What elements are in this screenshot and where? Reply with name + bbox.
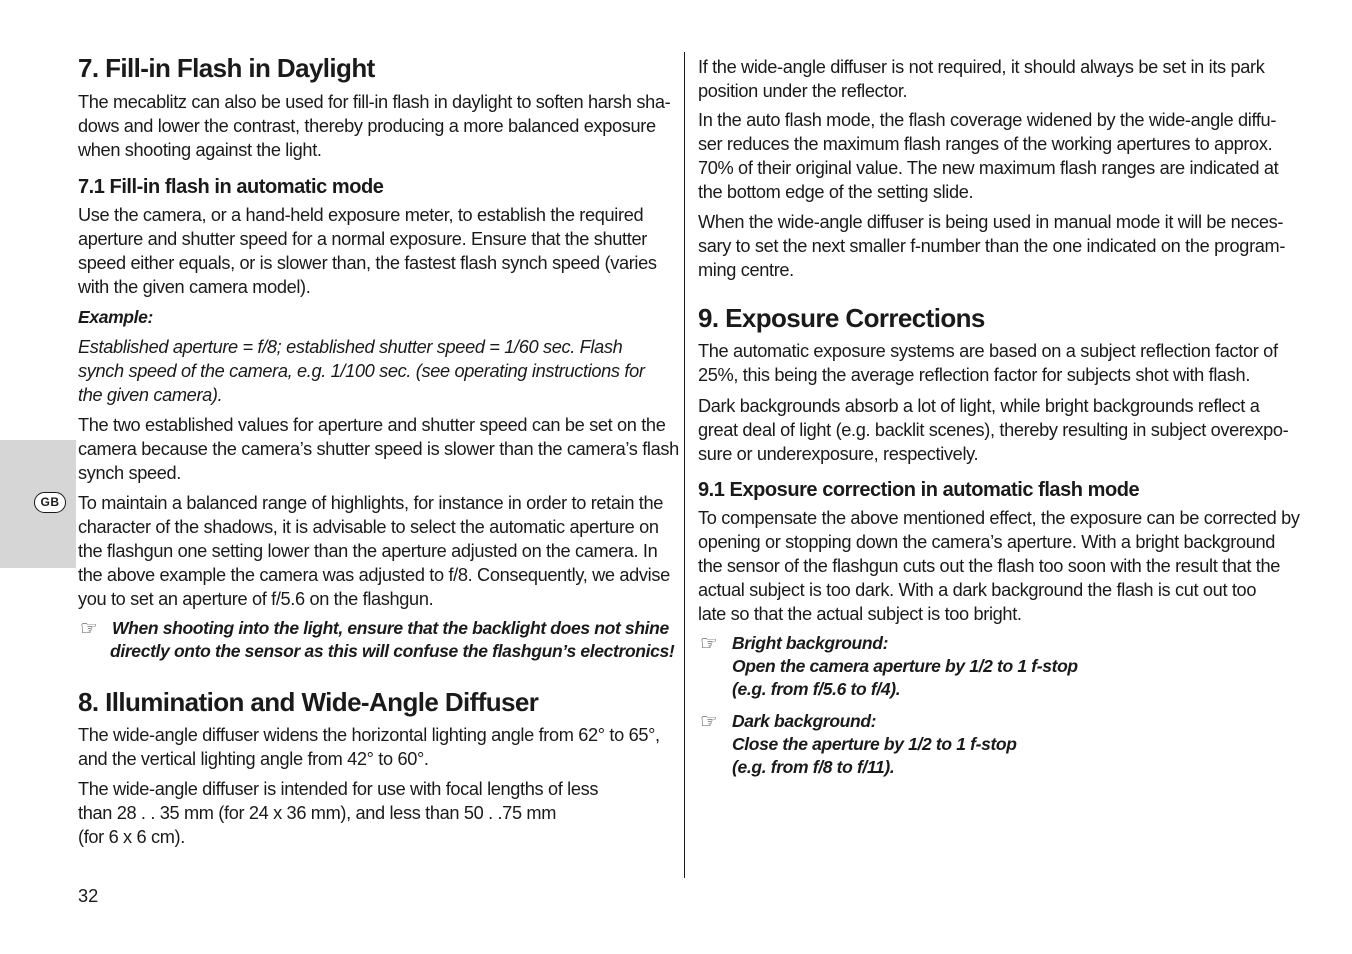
s71-line: Use the camera, or a hand-held exposure meter, to establish the required bbox=[78, 205, 644, 225]
s91-line: To compensate the above mentioned effect, the exposure can be corrected by bbox=[698, 508, 1300, 528]
example-line: synch speed of the camera, e.g. 1/100 sec. (see operating instructions for bbox=[78, 361, 645, 381]
section-9-heading: 9. Exposure Corrections bbox=[698, 303, 985, 333]
dark-note-line: Close the aperture by 1/2 to 1 f-stop bbox=[732, 734, 1017, 754]
two-values-line: synch speed. bbox=[78, 463, 181, 483]
section-9-1-heading: 9.1 Exposure correction in automatic flash mode bbox=[698, 479, 1140, 501]
s9-line: 25%, this being the average reflection factor for subjects shot with flash. bbox=[698, 365, 1251, 385]
manual-line: ming centre. bbox=[698, 260, 794, 280]
pointing-hand-icon: ☞ bbox=[700, 709, 718, 733]
s9-line: sure or underexposure, respectively. bbox=[698, 444, 979, 464]
s91-line: late so that the actual subject is too bright. bbox=[698, 604, 1022, 624]
language-badge: GB bbox=[34, 492, 66, 513]
two-values-line: camera because the camera’s shutter speed is slower than the camera’s flash bbox=[78, 439, 679, 459]
backlight-note-line: When shooting into the light, ensure that the backlight does not shine bbox=[112, 618, 669, 638]
bright-note-line: (e.g. from f/5.6 to f/4). bbox=[732, 679, 901, 699]
auto-line: ser reduces the maximum flash ranges of the working apertures to approx. bbox=[698, 134, 1273, 154]
auto-line: In the auto flash mode, the flash coverage widened by the wide-angle diffu- bbox=[698, 110, 1277, 130]
park-line: If the wide-angle diffuser is not required, it should always be set in its park bbox=[698, 57, 1265, 77]
s71-line: speed either equals, or is slower than, the fastest flash synch speed (varies bbox=[78, 253, 657, 273]
page-number: 32 bbox=[78, 886, 99, 906]
pointing-hand-icon: ☞ bbox=[700, 631, 718, 655]
bright-note-line: Open the camera aperture by 1/2 to 1 f-stop bbox=[732, 656, 1078, 676]
maintain-line: the above example the camera was adjusted to f/8. Consequently, we advise bbox=[78, 565, 670, 585]
section-7-heading: 7. Fill-in Flash in Daylight bbox=[78, 53, 375, 83]
s9-line: great deal of light (e.g. backlit scenes), thereby resulting in subject overexpo- bbox=[698, 420, 1289, 440]
s91-line: opening or stopping down the camera’s aperture. With a bright background bbox=[698, 532, 1276, 552]
s7-line: when shooting against the light. bbox=[78, 140, 322, 160]
park-line: position under the reflector. bbox=[698, 81, 908, 101]
manual-line: sary to set the next smaller f-number than the one indicated on the program- bbox=[698, 236, 1286, 256]
manual-line: When the wide-angle diffuser is being used in manual mode it will be neces- bbox=[698, 212, 1284, 232]
section-7-1-heading: 7.1 Fill-in flash in automatic mode bbox=[78, 176, 384, 198]
dark-note-line: Dark background: bbox=[732, 711, 877, 731]
s71-line: with the given camera model). bbox=[78, 277, 311, 297]
s7-line: The mecablitz can also be used for fill-in flash in daylight to soften harsh sha- bbox=[78, 92, 671, 112]
dark-note-line: (e.g. from f/8 to f/11). bbox=[732, 757, 895, 777]
maintain-line: To maintain a balanced range of highlights, for instance in order to retain the bbox=[78, 493, 664, 513]
s8-line: (for 6 x 6 cm). bbox=[78, 827, 185, 847]
example-line: the given camera). bbox=[78, 385, 223, 405]
s8-line: than 28 . . 35 mm (for 24 x 36 mm), and less than 50 . .75 mm bbox=[78, 803, 557, 823]
section-8-heading: 8. Illumination and Wide-Angle Diffuser bbox=[78, 687, 539, 717]
s8-line: The wide-angle diffuser widens the horizontal lighting angle from 62° to 65°, bbox=[78, 725, 660, 745]
s8-line: and the vertical lighting angle from 42° to 60°. bbox=[78, 749, 429, 769]
s7-line: dows and lower the contrast, thereby producing a more balanced exposure bbox=[78, 116, 656, 136]
s91-line: actual subject is too dark. With a dark background the flash is cut out too bbox=[698, 580, 1257, 600]
s71-line: aperture and shutter speed for a normal exposure. Ensure that the shutter bbox=[78, 229, 647, 249]
maintain-line: you to set an aperture of f/5.6 on the flashgun. bbox=[78, 589, 434, 609]
example-line: Established aperture = f/8; established shutter speed = 1/60 sec. Flash bbox=[78, 337, 623, 357]
auto-line: 70% of their original value. The new maximum flash ranges are indicated at bbox=[698, 158, 1279, 178]
s9-line: The automatic exposure systems are based on a subject reflection factor of bbox=[698, 341, 1278, 361]
s8-line: The wide-angle diffuser is intended for use with focal lengths of less bbox=[78, 779, 599, 799]
bright-note-line: Bright background: bbox=[732, 633, 889, 653]
backlight-note-line: directly onto the sensor as this will confuse the flashgun’s electronics! bbox=[110, 641, 675, 661]
s91-line: the sensor of the flashgun cuts out the flash too soon with the result that the bbox=[698, 556, 1281, 576]
column-divider bbox=[684, 52, 685, 878]
auto-line: the bottom edge of the setting slide. bbox=[698, 182, 974, 202]
s9-line: Dark backgrounds absorb a lot of light, while bright backgrounds reflect a bbox=[698, 396, 1260, 416]
maintain-line: character of the shadows, it is advisable to select the automatic aperture on bbox=[78, 517, 659, 537]
pointing-hand-icon: ☞ bbox=[80, 616, 98, 640]
maintain-line: the flashgun one setting lower than the aperture adjusted on the camera. In bbox=[78, 541, 658, 561]
example-label: Example: bbox=[78, 307, 154, 327]
two-values-line: The two established values for aperture and shutter speed can be set on the bbox=[78, 415, 666, 435]
